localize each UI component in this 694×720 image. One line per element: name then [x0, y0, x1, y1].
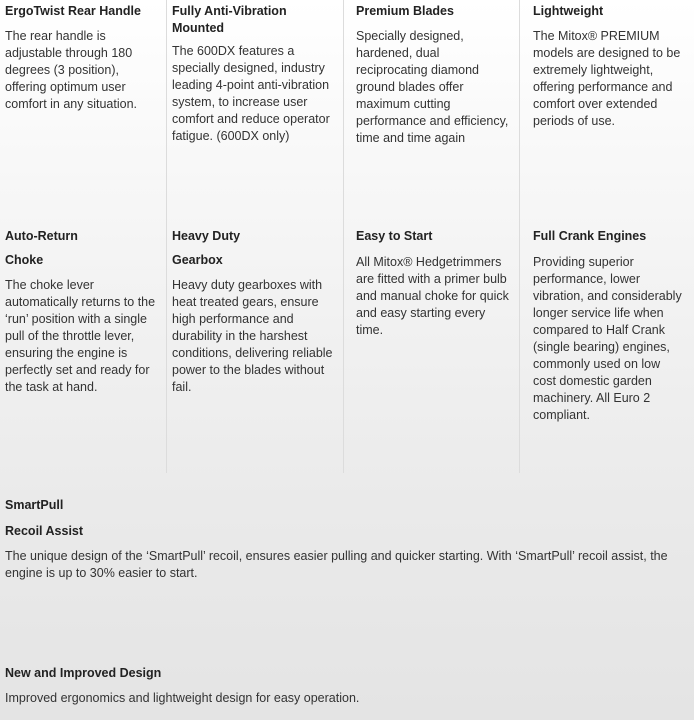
- feature-title: SmartPull: [5, 498, 64, 512]
- feature-subtitle: Gearbox: [172, 253, 223, 267]
- feature-subtitle: Choke: [5, 253, 44, 267]
- feature-title: Premium Blades: [356, 4, 454, 18]
- feature-title: ErgoTwist Rear Handle: [5, 4, 141, 18]
- feature-full-crank-engines: [520, 215, 694, 473]
- feature-easy-to-start: [344, 215, 520, 473]
- feature-description: The Mitox® PREMIUM models are designed to be extremely lightweight, offering performance and comfort over extended periods of use.: [533, 29, 681, 128]
- feature-title: Auto-Return: [5, 229, 78, 243]
- feature-description: The unique design of the ‘SmartPull’ recoil, ensures easier pulling and quicker starting. With ‘SmartPull’ recoil assist, the engine is up to 30% easier to start.: [5, 549, 668, 580]
- feature-title: Fully Anti-Vibration Mounted: [172, 4, 287, 35]
- feature-title: Full Crank Engines: [533, 229, 647, 243]
- feature-premium-blades: [344, 0, 520, 215]
- feature-description: The 600DX features a specially designed, industry leading 4-point anti-vibration system, to increase user comfort and reduce operator fatigue. (600DX only): [172, 44, 330, 143]
- feature-ergotwist-rear-handle: [0, 0, 167, 215]
- feature-description: Providing superior performance, lower vibration, and considerably longer service life when compared to Half Crank (single bearing) engines, commonly used on low cost domestic garden machinery. All Euro 2 compliant.: [533, 255, 682, 422]
- feature-description: All Mitox® Hedgetrimmers are fitted with a primer bulb and manual choke for quick and easy starting every time.: [356, 255, 509, 337]
- feature-heavy-duty-gearbox: [167, 215, 344, 473]
- feature-description: Heavy duty gearboxes with heat treated gears, ensure high performance and durability in the harshest conditions, delivering reliable power to the blades without fail.: [172, 278, 333, 394]
- feature-description: The rear handle is adjustable through 180 degrees (3 position), offering optimum user comfort in any situation.: [5, 29, 138, 111]
- feature-anti-vibration: [167, 0, 344, 215]
- feature-title: Easy to Start: [356, 229, 433, 243]
- feature-title: Heavy Duty: [172, 229, 241, 243]
- feature-description: The choke lever automatically returns to the ‘run’ position with a single pull of the throttle lever, ensuring the engine is perfectly set and ready for the task at hand.: [5, 278, 156, 394]
- feature-auto-return-choke: [0, 215, 167, 473]
- feature-title: Lightweight: [533, 4, 604, 18]
- feature-smartpull-recoil-assist: [5, 497, 689, 582]
- feature-lightweight: [520, 0, 694, 215]
- feature-new-improved-design: [5, 665, 689, 707]
- feature-description: Specially designed, hardened, dual reciprocating diamond ground blades offer maximum cutting performance and efficiency, time and time again: [356, 29, 509, 145]
- features-row-2: [0, 215, 694, 473]
- feature-description: Improved ergonomics and lightweight design for easy operation.: [5, 691, 360, 705]
- feature-title: New and Improved Design: [5, 666, 162, 680]
- feature-subtitle: Recoil Assist: [5, 524, 84, 538]
- features-row-1: [0, 0, 694, 215]
